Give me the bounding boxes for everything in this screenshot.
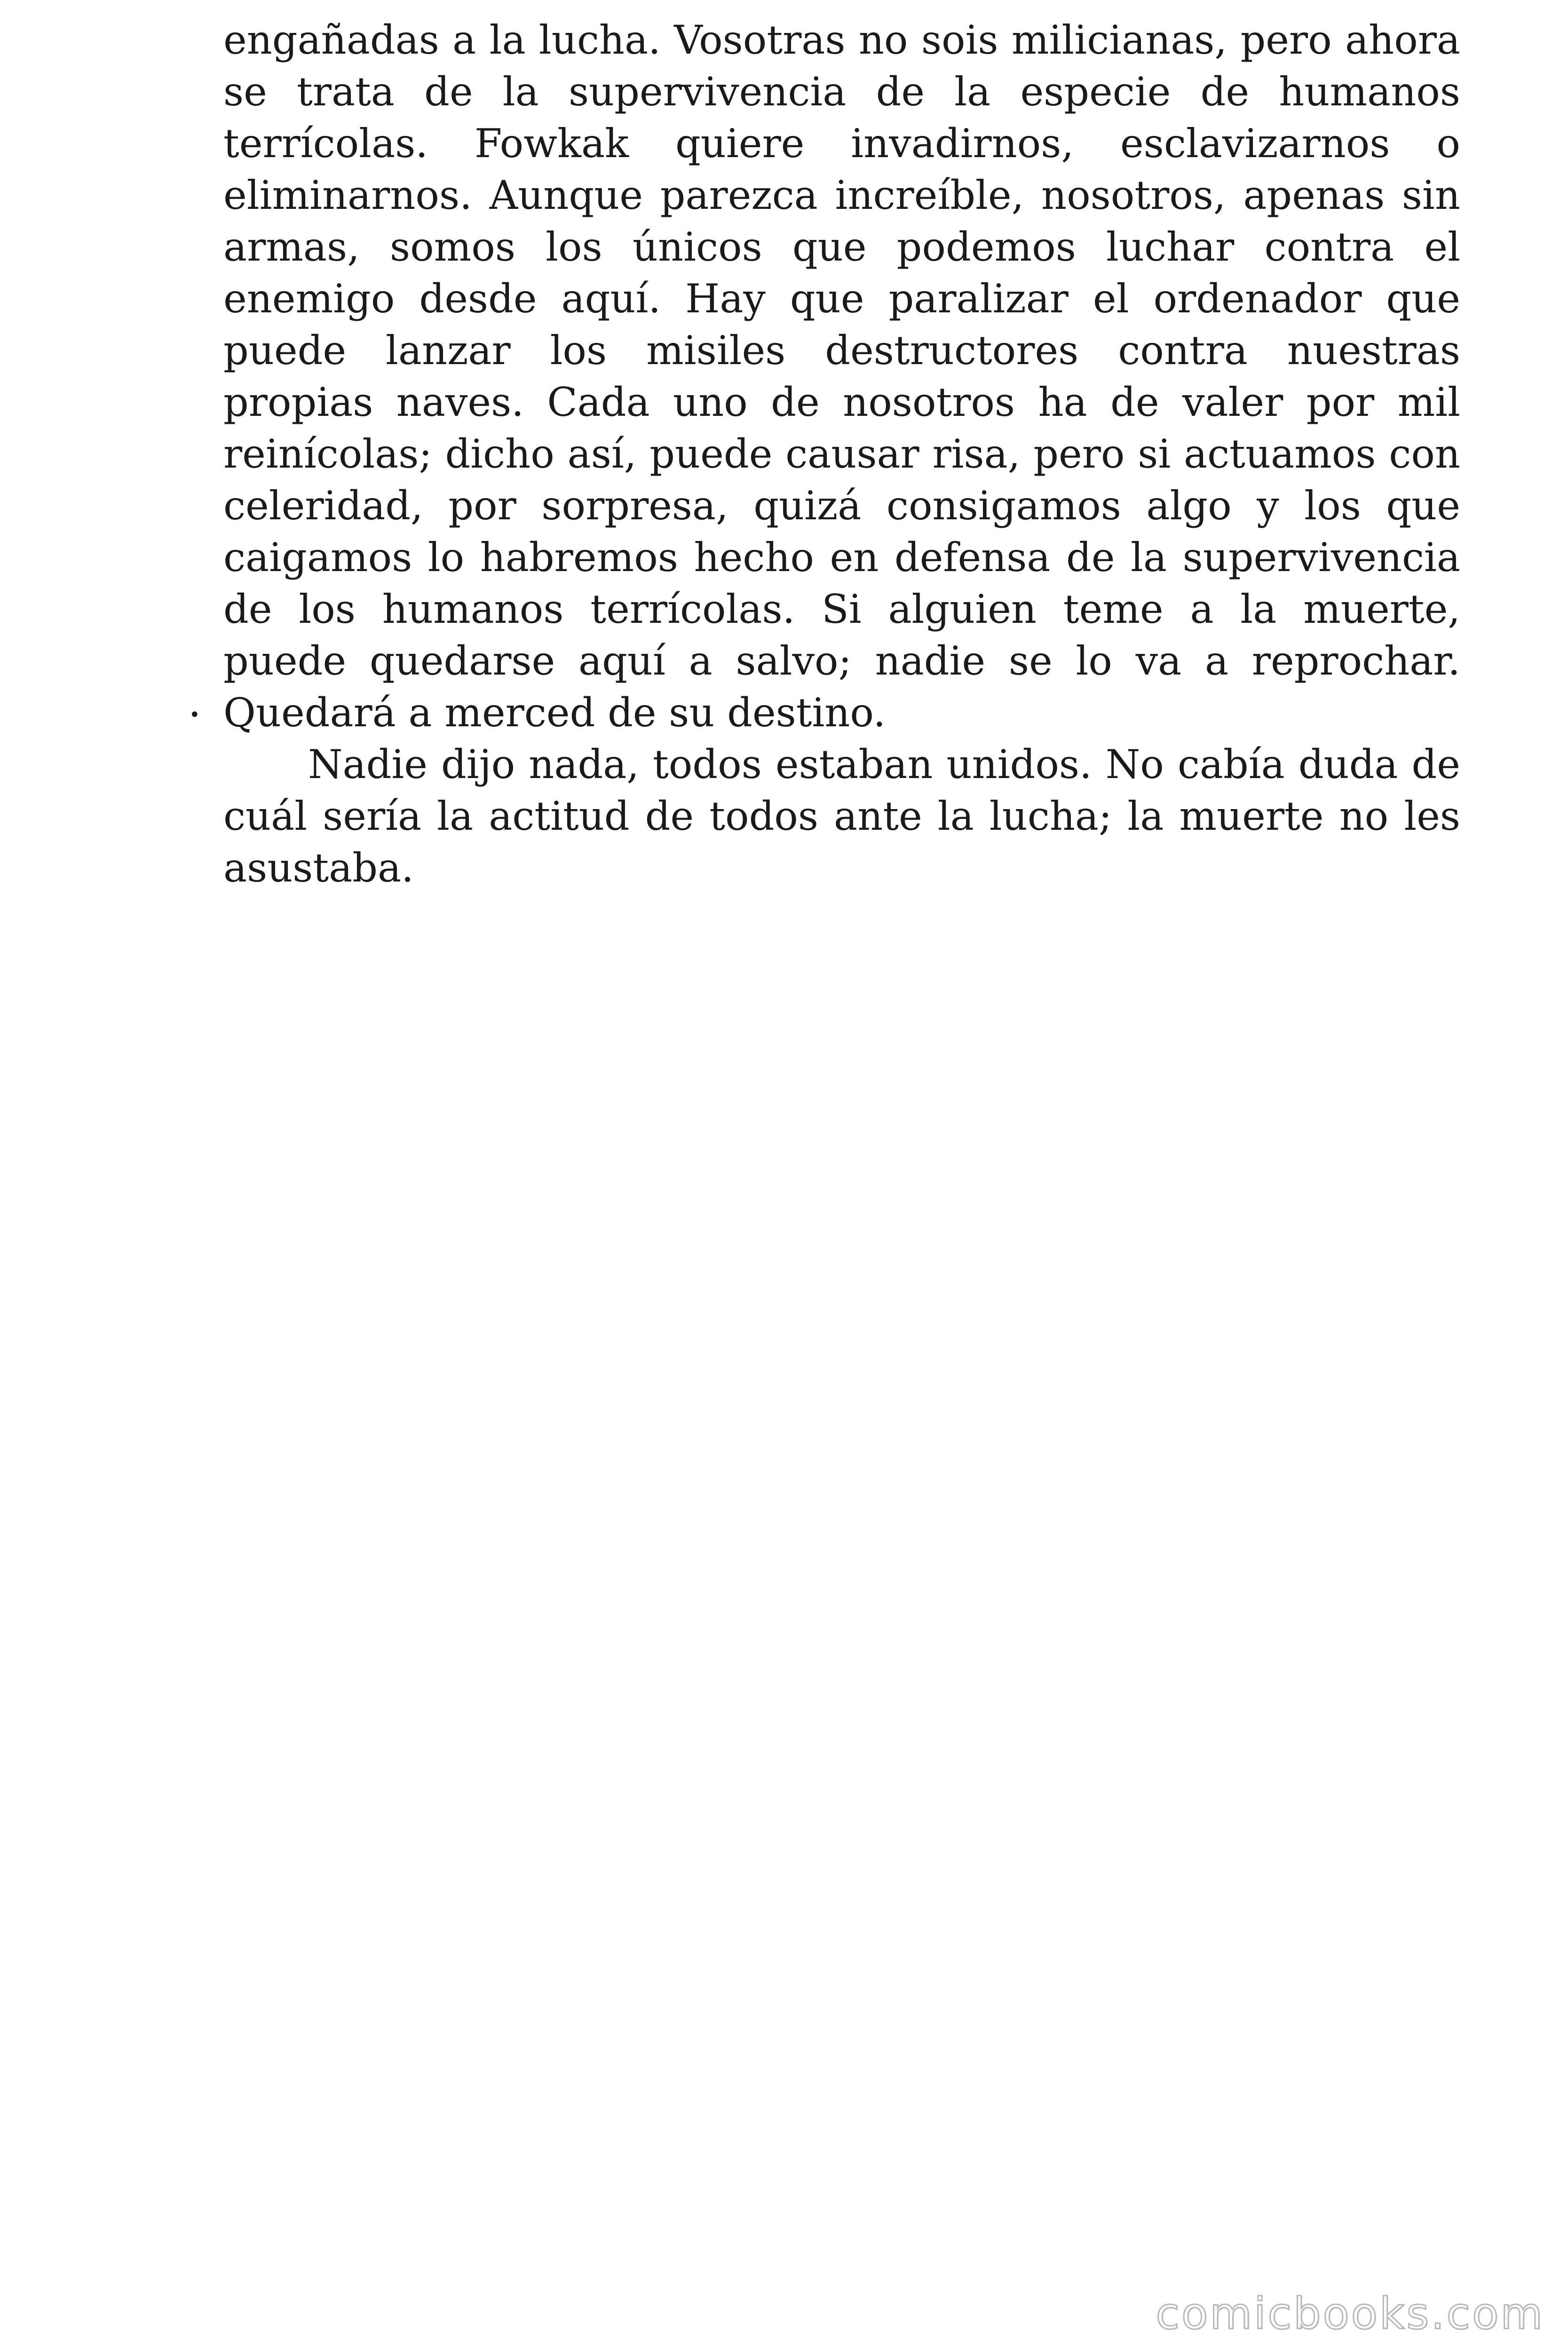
paragraph-continuation: engañadas a la lucha. Vosotras no sois milicianas, pero ahora se trata de la supervivencia de la especie de humanos terrícolas. Fowkak quiere invadirnos, esclavizarnos o eliminarnos. Aunque parezca increíble, nosotros, apenas sin armas, somos los únicos que podemos luchar contra el enemigo desde aquí. Hay que paralizar el ordenador que puede lanzar los misiles destructores contra nuestras propias naves. Cada uno de nosotros ha de valer por mil reinícolas; dicho así, puede causar risa, pero si actuamos con celeridad, por sorpresa, quizá consigamos algo y los que caigamos lo habremos hecho en defensa de la supervivencia de los humanos terrícolas. Si alguien teme a la muerte, puede quedarse aquí a salvo; nadie se lo va a reprochar. Quedará a merced de su destino.	[223, 17, 1460, 736]
body-text	[223, 14, 1460, 894]
watermark-logo: comicbooks.com	[1156, 2288, 1544, 2339]
bullet-marker: •	[189, 704, 200, 726]
paragraph-new: Nadie dijo nada, todos estaban unidos. No cabía duda de cuál sería la actitud de todos ante la lucha; la muerte no les asustaba.	[223, 741, 1460, 891]
